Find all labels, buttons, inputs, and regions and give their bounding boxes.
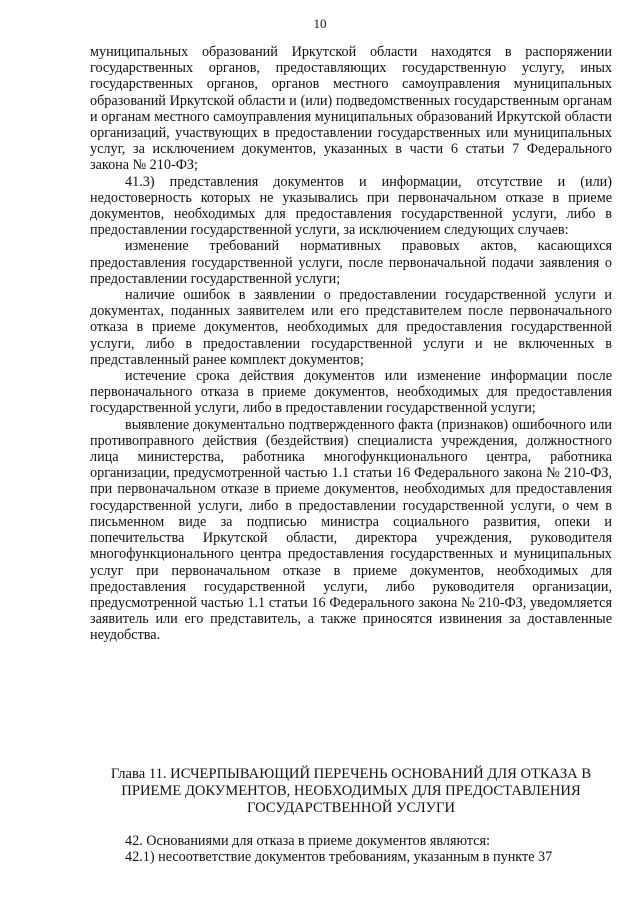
paragraph-exception-3: истечение срока действия документов или изменение информации после первоначального отказа в приеме документов, необходимых для предоставления государственной услуги, либо в предоставлении государственной услуги;	[90, 368, 612, 417]
paragraph-exception-2: наличие ошибок в заявлении о предоставлении государственной услуги и документах, поданных заявителем или его представителем после первоначального отказа в приеме документов, необходимых для предоставления государственной услуги, либо в предоставлении государственной услуги и не включенных в представленный ранее комплект документов;	[90, 287, 612, 368]
paragraph-exception-1: изменение требований нормативных правовых актов, касающихся предоставления государственной услуги, после первоначальной подачи заявления о предоставлении государственной услуги;	[90, 238, 612, 287]
chapter-heading: Глава 11. ИСЧЕРПЫВАЮЩИЙ ПЕРЕЧЕНЬ ОСНОВАНИЙ ДЛЯ ОТКАЗА В ПРИЕМЕ ДОКУМЕНТОВ, НЕОБХОДИМЫХ ДЛЯ ПРЕДОСТАВЛЕНИЯ ГОСУДАРСТВЕННОЙ УСЛУГИ	[110, 766, 592, 816]
page-number: 10	[313, 16, 327, 31]
paragraph-42-1: 42.1) несоответствие документов требованиям, указанным в пункте 37	[125, 849, 553, 866]
paragraph-41-3: 41.3) представления документов и информации, отсутствие и (или) недостоверность которых не указывались при первоначальном отказе в приеме документов, необходимых для предоставления государственной услуги, либо в предоставлении государственной услуги, за исключением следующих случаев:	[90, 173, 612, 239]
paragraph-exception-4: выявление документально подтвержденного факта (признаков) ошибочного или противоправного действия (бездействия) специалиста учреждения, должностного лица министерства, работника многофункционального центра, работника организации, предусмотренной частью 1.1 статьи 16 Федерального закона № 210-ФЗ, при первоначальном отказе в приеме документов, необходимых для предоставления государственной услуги, либо в предоставлении государственной услуги, о чем в письменном виде за подписью министра социального развития, опеки и попечительства Иркутской области, директора учреждения, руководителя многофункционального центра предоставления государственных и муниципальных услуг при первоначальном отказе в приеме документов, необходимых для предоставления государственной услуги, либо руководителя организации, предусмотренной частью 1.1 статьи 16 Федерального закона № 210-ФЗ, уведомляется заявитель или его представитель, а также приносятся извинения за доставленные неудобства.	[90, 416, 612, 644]
chapter-text	[90, 833, 612, 865]
main-text	[90, 44, 612, 644]
paragraph-42: 42. Основаниями для отказа в приеме документов являются:	[125, 833, 491, 849]
paragraph-continuation: муниципальных образований Иркутской области находятся в распоряжении государственных органов, предоставляющих государственную услугу, иных государственных органов, органов местного самоуправления муниципальных образований Иркутской области и (или) подведомственных государственным органам и органам местного самоуправления муниципальных образований Иркутской области организаций, участвующих в предоставлении государственных или муниципальных услуг, за исключением документов, указанных в части 6 статьи 7 Федерального закона № 210-ФЗ;	[90, 44, 612, 174]
